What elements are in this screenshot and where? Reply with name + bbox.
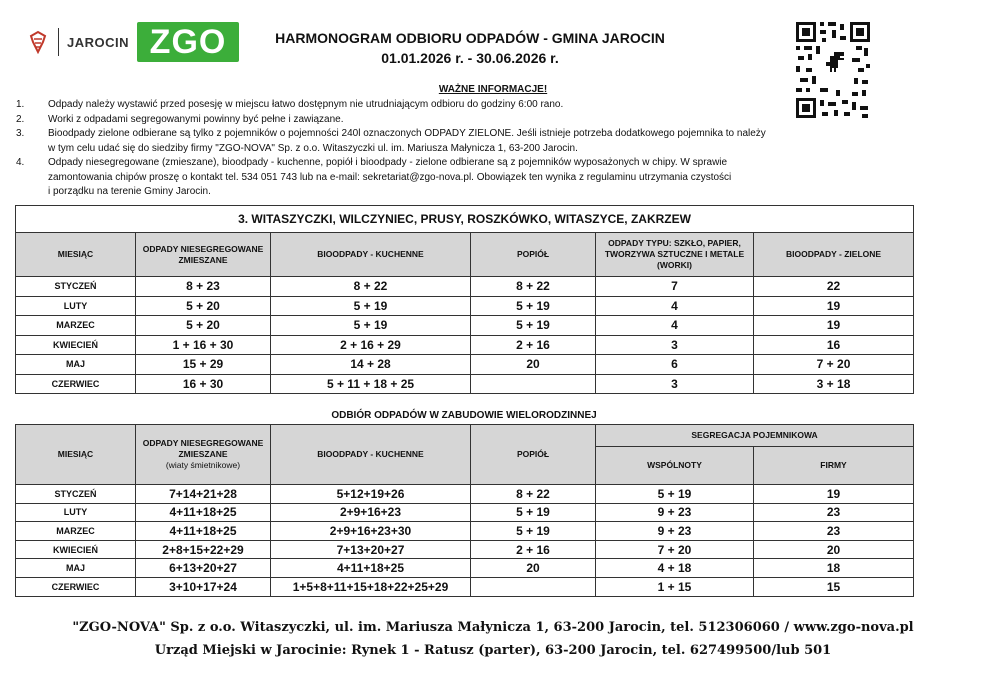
date-cell: 5 + 19 bbox=[271, 316, 471, 336]
jarocin-logo-text: JAROCIN bbox=[67, 34, 130, 50]
table-row bbox=[16, 316, 914, 336]
date-cell: 1 + 15 bbox=[596, 577, 754, 596]
date-cell: 9 + 23 bbox=[596, 522, 754, 541]
zgo-nova-logo bbox=[137, 22, 239, 62]
date-cell: 7 + 20 bbox=[754, 355, 914, 375]
column-header-note: (wiaty śmietnikowe) bbox=[165, 460, 241, 470]
date-cell: 5 + 20 bbox=[136, 316, 271, 336]
date-cell: 8 + 22 bbox=[271, 277, 471, 297]
table-row bbox=[16, 277, 914, 297]
date-cell: 8 + 22 bbox=[471, 485, 596, 504]
info-line: Odpady niesegregowane (zmieszane), bioodpady - kuchenne, popiół i bioodpady - zielone odbierane są z pojemników wyposażonych w chipy. W sprawie bbox=[48, 157, 728, 168]
logo-area bbox=[28, 20, 239, 64]
date-cell: 7+13+20+27 bbox=[271, 540, 471, 559]
month-cell: MARZEC bbox=[16, 316, 136, 336]
date-cell: 4+11+18+25 bbox=[136, 522, 271, 541]
table-row bbox=[16, 485, 914, 504]
date-cell: 18 bbox=[754, 559, 914, 578]
date-cell: 23 bbox=[754, 522, 914, 541]
date-cell: 8 + 22 bbox=[471, 277, 596, 297]
date-cell: 5+12+19+26 bbox=[271, 485, 471, 504]
month-cell: KWIECIEŃ bbox=[16, 335, 136, 355]
page-title bbox=[250, 28, 690, 68]
date-cell: 4 bbox=[596, 316, 754, 336]
date-cell: 2 + 16 bbox=[471, 335, 596, 355]
nova-logo-text: NOVA bbox=[231, 26, 241, 53]
info-heading: WAŻNE INFORMACJE! bbox=[438, 84, 548, 95]
date-cell: 5 + 19 bbox=[596, 485, 754, 504]
schedule-period: 01.01.2026 r. - 30.06.2026 r. bbox=[381, 50, 559, 66]
date-cell: 19 bbox=[754, 316, 914, 336]
date-cell: 7 + 20 bbox=[596, 540, 754, 559]
info-item bbox=[16, 98, 896, 113]
info-line: zamontowania chipów proszę o kontakt tel. 534 051 743 lub na e-mail: sekretariat@zgo-nova.pl. Obowiązek ten wynika z regulaminu utrzymania czystości bbox=[48, 171, 732, 183]
table-row bbox=[16, 522, 914, 541]
info-number: 3. bbox=[16, 128, 25, 139]
date-cell: 2+8+15+22+29 bbox=[136, 540, 271, 559]
schedule-title: HARMONOGRAM ODBIORU ODPADÓW - GMINA JAROCIN bbox=[275, 30, 665, 46]
table-caption: 3. WITASZYCZKI, WILCZYNIEC, PRUSY, ROSZKÓWKO, WITASZYCE, ZAKRZEW bbox=[16, 206, 914, 233]
date-cell: 5 + 19 bbox=[471, 503, 596, 522]
info-line: Worki z odpadami segregowanymi powinny być pełne i zawiązane. bbox=[48, 113, 344, 125]
schedule-table-multi-family bbox=[15, 424, 914, 597]
date-cell: 9 + 23 bbox=[596, 503, 754, 522]
info-number: 2. bbox=[16, 113, 25, 125]
date-cell: 4+11+18+25 bbox=[136, 503, 271, 522]
date-cell: 20 bbox=[471, 355, 596, 375]
month-cell: KWIECIEŃ bbox=[16, 540, 136, 559]
table-row bbox=[16, 355, 914, 375]
date-cell: 7+14+21+28 bbox=[136, 485, 271, 504]
date-cell: 16 bbox=[754, 335, 914, 355]
info-item bbox=[16, 113, 896, 128]
column-header: BIOODPADY - KUCHENNE bbox=[271, 425, 471, 485]
month-cell: CZERWIEC bbox=[16, 577, 136, 596]
info-line: w tym celu udać się do siedziby firmy "ZGO-NOVA" Sp. z o.o. Witaszyczki ul. im. Mariusza Małynicza 1, 63-200 Jarocin. bbox=[48, 142, 578, 154]
info-line: i porządku na terenie Gminy Jarocin. bbox=[48, 186, 211, 197]
column-header: FIRMY bbox=[754, 447, 914, 485]
date-cell: 5 + 19 bbox=[471, 316, 596, 336]
month-cell: LUTY bbox=[16, 296, 136, 316]
date-cell bbox=[471, 577, 596, 596]
zgo-logo-text: ZGO bbox=[149, 23, 227, 61]
footer-company-contact: "ZGO-NOVA" Sp. z o.o. Witaszyczki, ul. im. Mariusza Małynicza 1, 63-200 Jarocin, tel. 512306060 / www.zgo-nova.pl bbox=[72, 620, 914, 635]
date-cell: 6 bbox=[596, 355, 754, 375]
table-row bbox=[16, 540, 914, 559]
date-cell: 2+9+16+23 bbox=[271, 503, 471, 522]
column-header: MIESIĄC bbox=[16, 425, 136, 485]
month-cell: CZERWIEC bbox=[16, 374, 136, 394]
date-cell: 3 bbox=[596, 335, 754, 355]
info-item bbox=[16, 127, 896, 156]
table-header-row bbox=[16, 425, 914, 447]
date-cell: 8 + 23 bbox=[136, 277, 271, 297]
date-cell: 1 + 16 + 30 bbox=[136, 335, 271, 355]
date-cell: 20 bbox=[471, 559, 596, 578]
column-header: POPIÓŁ bbox=[471, 425, 596, 485]
table-row bbox=[16, 559, 914, 578]
date-cell: 7 bbox=[596, 277, 754, 297]
table-row bbox=[16, 296, 914, 316]
month-cell: MAJ bbox=[16, 355, 136, 375]
column-header bbox=[136, 425, 271, 485]
jarocin-crest-icon bbox=[28, 30, 48, 54]
table-row bbox=[16, 577, 914, 596]
date-cell: 3 + 18 bbox=[754, 374, 914, 394]
month-cell: LUTY bbox=[16, 503, 136, 522]
schedule-table-area-3 bbox=[15, 205, 914, 394]
month-cell: MARZEC bbox=[16, 522, 136, 541]
table-header-row bbox=[16, 233, 914, 277]
date-cell: 14 + 28 bbox=[271, 355, 471, 375]
date-cell: 20 bbox=[754, 540, 914, 559]
date-cell: 4+11+18+25 bbox=[271, 559, 471, 578]
date-cell: 3 bbox=[596, 374, 754, 394]
column-header: ODPADY NIESEGREGOWANE ZMIESZANE bbox=[136, 233, 271, 277]
column-header-label: ODPADY NIESEGREGOWANE ZMIESZANE bbox=[142, 438, 264, 459]
column-header: BIOODPADY - ZIELONE bbox=[754, 233, 914, 277]
info-line: Bioodpady zielone odbierane są tylko z pojemników o pojemności 240l oznaczonych ODPADY ZIELONE. Jeśli istnieje potrzeba dodatkowego pojemnika to należy bbox=[48, 128, 766, 139]
date-cell: 5 + 20 bbox=[136, 296, 271, 316]
date-cell: 2 + 16 bbox=[471, 540, 596, 559]
date-cell: 15 + 29 bbox=[136, 355, 271, 375]
table-row bbox=[16, 335, 914, 355]
date-cell: 1+5+8+11+15+18+22+25+29 bbox=[271, 577, 471, 596]
info-list bbox=[16, 98, 896, 200]
date-cell: 5 + 11 + 18 + 25 bbox=[271, 374, 471, 394]
date-cell: 5 + 19 bbox=[471, 296, 596, 316]
date-cell: 2 + 16 + 29 bbox=[271, 335, 471, 355]
month-cell: STYCZEŃ bbox=[16, 277, 136, 297]
date-cell: 3+10+17+24 bbox=[136, 577, 271, 596]
date-cell: 22 bbox=[754, 277, 914, 297]
date-cell: 5 + 19 bbox=[271, 296, 471, 316]
column-group-header: SEGREGACJA POJEMNIKOWA bbox=[596, 425, 914, 447]
month-cell: STYCZEŃ bbox=[16, 485, 136, 504]
info-number: 1. bbox=[16, 99, 25, 110]
info-item bbox=[16, 156, 896, 200]
info-number: 4. bbox=[16, 157, 25, 168]
date-cell: 15 bbox=[754, 577, 914, 596]
column-header: POPIÓŁ bbox=[471, 233, 596, 277]
date-cell bbox=[471, 374, 596, 394]
date-cell: 4 bbox=[596, 296, 754, 316]
date-cell: 16 + 30 bbox=[136, 374, 271, 394]
month-cell: MAJ bbox=[16, 559, 136, 578]
column-header: BIOODPADY - KUCHENNE bbox=[271, 233, 471, 277]
footer-office-contact: Urząd Miejski w Jarocinie: Rynek 1 - Ratusz (parter), 63-200 Jarocin, tel. 627499500/lub 501 bbox=[154, 643, 832, 658]
table-row bbox=[16, 374, 914, 394]
column-header: WSPÓLNOTY bbox=[596, 447, 754, 485]
date-cell: 5 + 19 bbox=[471, 522, 596, 541]
column-header: ODPADY TYPU: SZKŁO, PAPIER, TWORZYWA SZTUCZNE I METALE (WORKI) bbox=[596, 233, 754, 277]
date-cell: 19 bbox=[754, 296, 914, 316]
column-header: MIESIĄC bbox=[16, 233, 136, 277]
logo-divider bbox=[58, 28, 59, 56]
table-row bbox=[16, 503, 914, 522]
date-cell: 4 + 18 bbox=[596, 559, 754, 578]
date-cell: 23 bbox=[754, 503, 914, 522]
date-cell: 19 bbox=[754, 485, 914, 504]
multi-family-caption: ODBIÓR ODPADÓW W ZABUDOWIE WIELORODZINNEJ bbox=[331, 410, 597, 421]
info-line: Odpady należy wystawić przed posesję w miejscu łatwo dostępnym nie utrudniającym odbioru do godziny 6:00 rano. bbox=[48, 99, 564, 110]
date-cell: 6+13+20+27 bbox=[136, 559, 271, 578]
date-cell: 2+9+16+23+30 bbox=[271, 522, 471, 541]
